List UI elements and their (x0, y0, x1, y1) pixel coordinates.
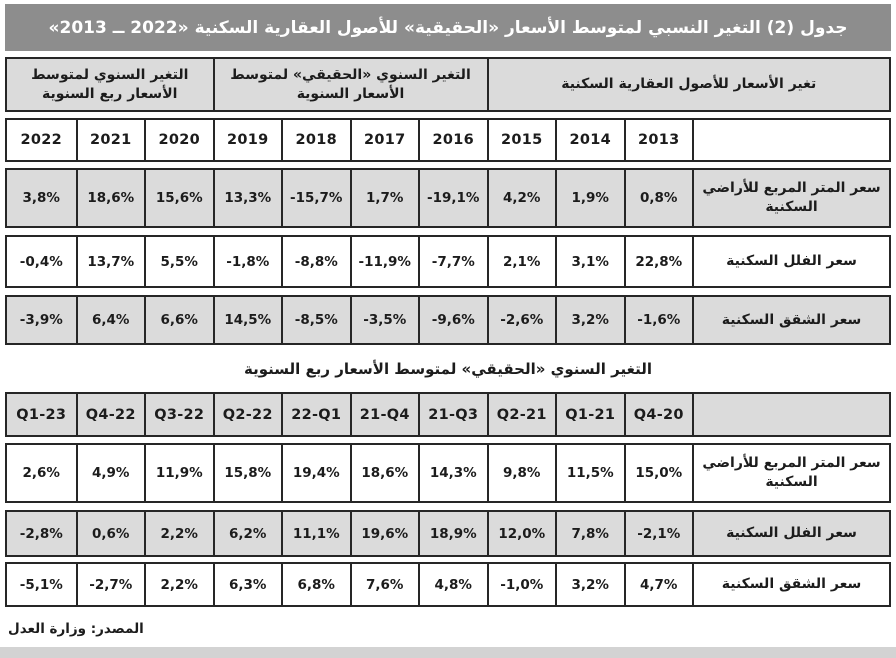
value-cell: -3,9% (19, 312, 63, 328)
value-cell: 0,8% (624, 170, 693, 226)
year-cell: 2017 (350, 120, 419, 160)
year-cell: 2019 (213, 120, 282, 160)
value-cell: -3,5% (350, 297, 419, 343)
value-cell: 19,6% (350, 512, 419, 555)
value-cell: 4,7% (624, 564, 693, 605)
value-cell: 0,6% (76, 512, 145, 555)
value-cell: 14,5% (213, 297, 282, 343)
source-footer (5, 607, 891, 646)
row-label-land: سعر المتر المربع للأراضي السكنية (692, 170, 889, 226)
value-cell: -8,8% (281, 237, 350, 286)
value-cell: 1,7% (350, 170, 419, 226)
quarter-cell: Q3-22 (144, 394, 213, 435)
table-title-year-range: «2013 ــ 2022» (48, 17, 189, 38)
year-cell: 2021 (76, 120, 145, 160)
value-cell: 3,1% (555, 237, 624, 286)
quarter-cell: Q1-23 (16, 406, 67, 423)
year-header-row (5, 118, 891, 162)
quarter-cell: Q2-21 (487, 394, 556, 435)
value-cell: 22,8% (624, 237, 693, 286)
value-cell: 12,0% (487, 512, 556, 555)
value-cell: 15,0% (624, 445, 693, 501)
value-cell: 7,6% (350, 564, 419, 605)
value-cell: 5,5% (144, 237, 213, 286)
value-cell: 1,9% (555, 170, 624, 226)
value-cell: 2,2% (144, 512, 213, 555)
quarter-cell: Q4-20 (624, 394, 693, 435)
value-cell: 3,2% (555, 297, 624, 343)
year-cell: 2020 (144, 120, 213, 160)
value-cell: 6,4% (76, 297, 145, 343)
row-label-villas: سعر الفلل السكنية (692, 512, 889, 555)
group-header-quarterly-averages: التغير السنوي لمتوسط الأسعار ربع السنوية (31, 67, 189, 102)
value-cell: 4,9% (76, 445, 145, 501)
value-cell: -2,6% (487, 297, 556, 343)
value-cell: 11,1% (281, 512, 350, 555)
value-cell: 11,5% (555, 445, 624, 501)
value-cell: -1,8% (213, 237, 282, 286)
quarterly-section-title: التغير السنوي «الحقيقي» لمتوسط الأسعار ربع السنوية (5, 345, 891, 392)
quarter-cell: Q1-21 (555, 394, 624, 435)
year-header-empty-label-cell (692, 120, 889, 160)
value-cell: 3,8% (22, 190, 60, 206)
value-cell: 7,8% (555, 512, 624, 555)
value-cell: -5,1% (19, 576, 63, 593)
value-cell: 15,8% (213, 445, 282, 501)
quarter-header-row (5, 392, 891, 437)
row-label-land: سعر المتر المربع للأراضي السكنية (692, 445, 889, 501)
quarter-cell: Q2-22 (213, 394, 282, 435)
value-cell: 13,7% (76, 237, 145, 286)
value-cell: 13,3% (213, 170, 282, 226)
year-cell: 2018 (281, 120, 350, 160)
value-cell: -19,1% (418, 170, 487, 226)
value-cell: 2,6% (22, 465, 60, 481)
value-cell: -11,9% (350, 237, 419, 286)
value-cell: -2,1% (624, 512, 693, 555)
value-cell: -1,0% (487, 564, 556, 605)
year-cell: 2022 (20, 132, 63, 148)
value-cell: 4,2% (487, 170, 556, 226)
value-cell: 6,2% (213, 512, 282, 555)
value-cell: 2,1% (487, 237, 556, 286)
value-cell: -8,5% (281, 297, 350, 343)
table-title-bar (5, 4, 891, 51)
value-cell: 9,8% (487, 445, 556, 501)
table-row-villas-quarterly (5, 510, 891, 557)
year-cell: 2015 (487, 120, 556, 160)
year-cell: 2016 (418, 120, 487, 160)
value-cell: 11,9% (144, 445, 213, 501)
row-label-villas: سعر الفلل السكنية (692, 237, 889, 286)
table-row-land-annual (5, 168, 891, 228)
value-cell: -2,7% (76, 564, 145, 605)
value-cell: 3,2% (555, 564, 624, 605)
value-cell: 6,6% (144, 297, 213, 343)
value-cell: 15,6% (144, 170, 213, 226)
value-cell: -0,4% (19, 253, 63, 270)
value-cell: -2,8% (19, 525, 63, 542)
value-cell: 6,8% (281, 564, 350, 605)
value-cell: 19,4% (281, 445, 350, 501)
value-cell: 2,2% (144, 564, 213, 605)
group-header-row (5, 57, 891, 112)
table-row-apartments-quarterly (5, 562, 891, 607)
quarter-cell: 21-Q4 (350, 394, 419, 435)
row-label-apartments: سعر الشقق السكنية (692, 297, 889, 343)
value-cell: 18,6% (350, 445, 419, 501)
table-row-villas-annual (5, 235, 891, 288)
value-cell: -9,6% (418, 297, 487, 343)
value-cell: 18,9% (418, 512, 487, 555)
group-header-asset-price-change: تغير الأسعار للأصول العقارية السكنية (487, 59, 890, 110)
quarter-cell: 21-Q3 (418, 394, 487, 435)
table-row-apartments-annual (5, 295, 891, 345)
value-cell: 6,3% (213, 564, 282, 605)
value-cell: -15,7% (281, 170, 350, 226)
value-cell: 4,8% (418, 564, 487, 605)
row-label-apartments: سعر الشقق السكنية (692, 564, 889, 605)
group-header-real-annual-averages: التغير السنوي «الحقيقي» لمتوسط الأسعار السنوية (213, 59, 487, 110)
value-cell: -1,6% (624, 297, 693, 343)
value-cell: 14,3% (418, 445, 487, 501)
year-cell: 2013 (624, 120, 693, 160)
quarter-header-empty-label-cell (692, 394, 889, 435)
quarter-cell: 22-Q1 (281, 394, 350, 435)
bottom-gray-strip (0, 647, 896, 658)
table-title-text: جدول (2) التغير النسبي لمتوسط الأسعار «الحقيقية» للأصول العقارية السكنية (194, 17, 848, 38)
table-row-land-quarterly (5, 443, 891, 503)
source-text: المصدر: وزارة العدل (8, 620, 144, 637)
value-cell: -7,7% (418, 237, 487, 286)
year-cell: 2014 (555, 120, 624, 160)
value-cell: 18,6% (76, 170, 145, 226)
quarter-cell: Q4-22 (76, 394, 145, 435)
